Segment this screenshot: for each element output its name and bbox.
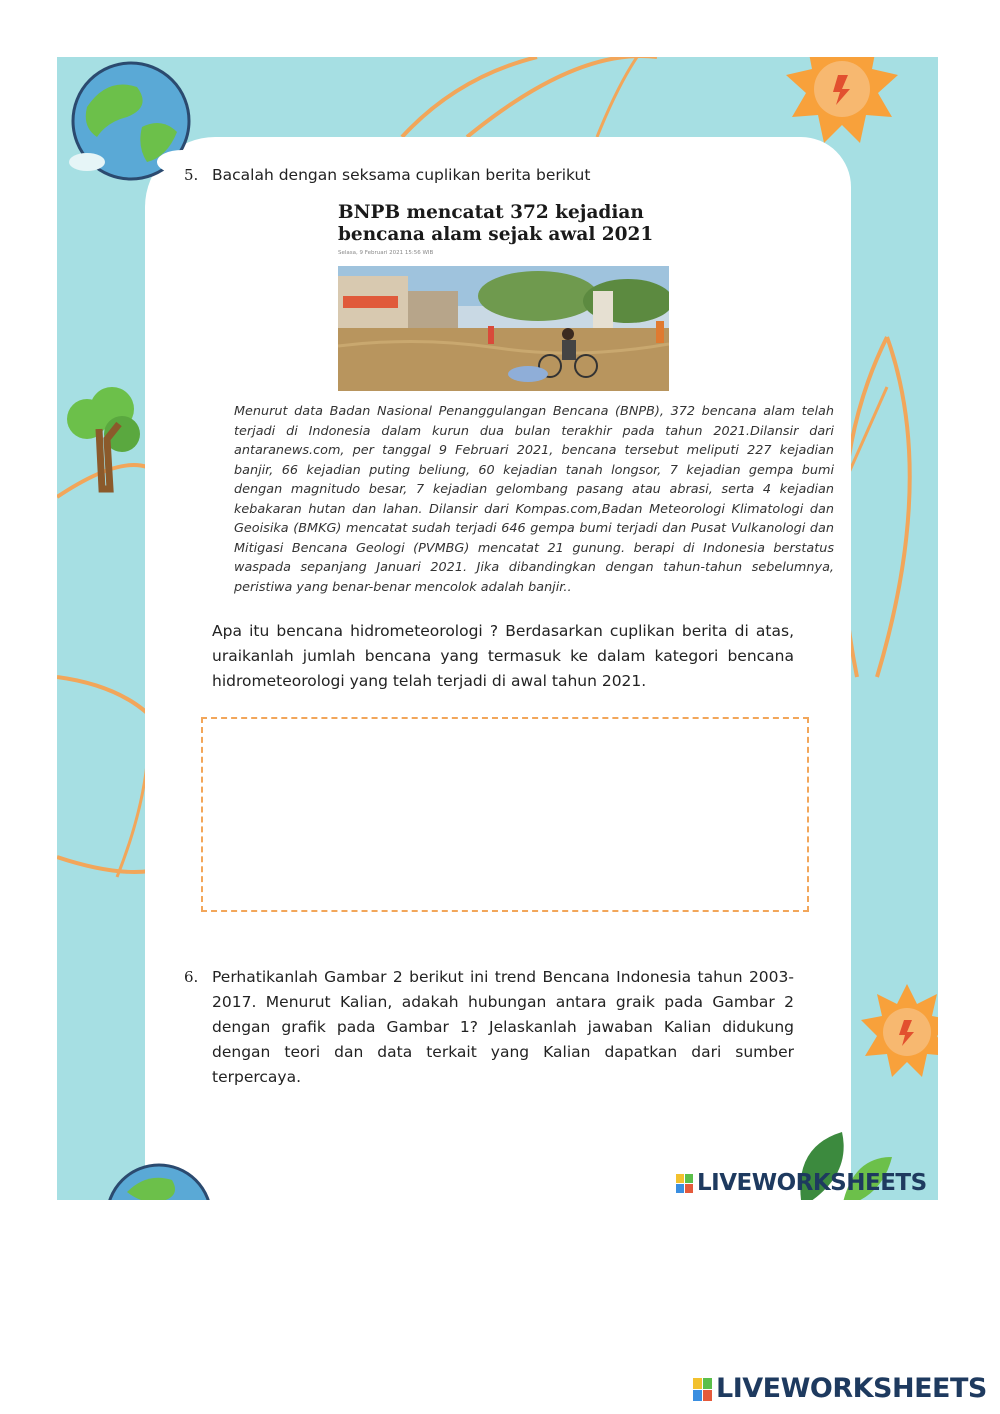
logo-text: LIVEWORKSHEETS [697, 1170, 927, 1196]
liveworksheets-logo[interactable] [693, 1373, 987, 1404]
earth-icon-bottom [97, 1162, 227, 1200]
answer-textbox[interactable] [201, 717, 809, 912]
headline-line-2: bencana alam sejak awal 2021 [338, 224, 654, 245]
question-number: 5. [184, 166, 199, 184]
news-headline [338, 202, 678, 246]
question-5-text: Apa itu bencana hidrometeorologi ? Berdasarkan cuplikan berita di atas, uraikanlah jumlah bencana yang termasuk ke dalam kategori bencana hidrometeorologi yang telah terjadi di awal tahun 2021. [212, 622, 794, 690]
headline-line-1: BNPB mencatat 372 kejadian [338, 202, 644, 223]
live-badge-icon-footer [693, 1378, 713, 1402]
question-number-6: 6. [184, 968, 199, 986]
liveworksheets-logo-inner [676, 1170, 927, 1196]
question-6-text: Perhatikanlah Gambar 2 berikut ini trend Bencana Indonesia tahun 2003-2017. Menurut Kalian, adakah hubungan antara graik pada Gambar 2 dengan grafik pada Gambar 1? Jelaskanlah jawaban Kalian didukung dengan teori dan data terkait yang Kalian dapatkan dari sumber terpercaya. [212, 968, 794, 1086]
tree-icon [57, 379, 147, 499]
flood-photo [338, 266, 669, 391]
flood-illustration [338, 266, 669, 391]
logo-text-footer: LIVEWORKSHEETS [716, 1373, 987, 1404]
question-5-prompt [212, 619, 794, 694]
live-badge-icon [676, 1174, 694, 1194]
news-date: Selasa, 9 Februari 2021 15:56 WIB [338, 250, 434, 256]
news-article: Menurut data Badan Nasional Penanggulangan Bencana (BNPB), 372 bencana alam telah terjadi di Indonesia dalam kurun dua bulan terakhir pada tahun 2021.Dilansir dari antaranews.com, per tanggal 9 Februari 2021, bencana tersebut meliputi 227 kejadian banjir, 66 kejadian puting beliung, 60 kejadian tanah longsor, 7 kejadian gempa bumi dengan magnitudo besar, 7 kejadian gelombang pasang atau abrasi, serta 4 kejadian kebakaran hutan dan lahan. Dilansir dari Kompas.com,Badan Meteorologi Klimatologi dan Geoisika (BMKG) mencatat sudah terjadi 646 gempa bumi terjadi dan Pusat Vulkanologi dan Mitigasi Bencana Geologi (PVMBG) mencatat 21 gunung. berapi di Indonesia berstatus waspada sepanjang Januari 2021. Jika dibandingkan dengan tahun-tahun sebelumnya, peristiwa yang benar-benar mencolok adalah banjir.. [234, 404, 834, 595]
sun-icon-small [852, 977, 938, 1097]
sun-icon [782, 57, 912, 177]
question-instruction: Bacalah dengan seksama cuplikan berita berikut [212, 166, 591, 184]
